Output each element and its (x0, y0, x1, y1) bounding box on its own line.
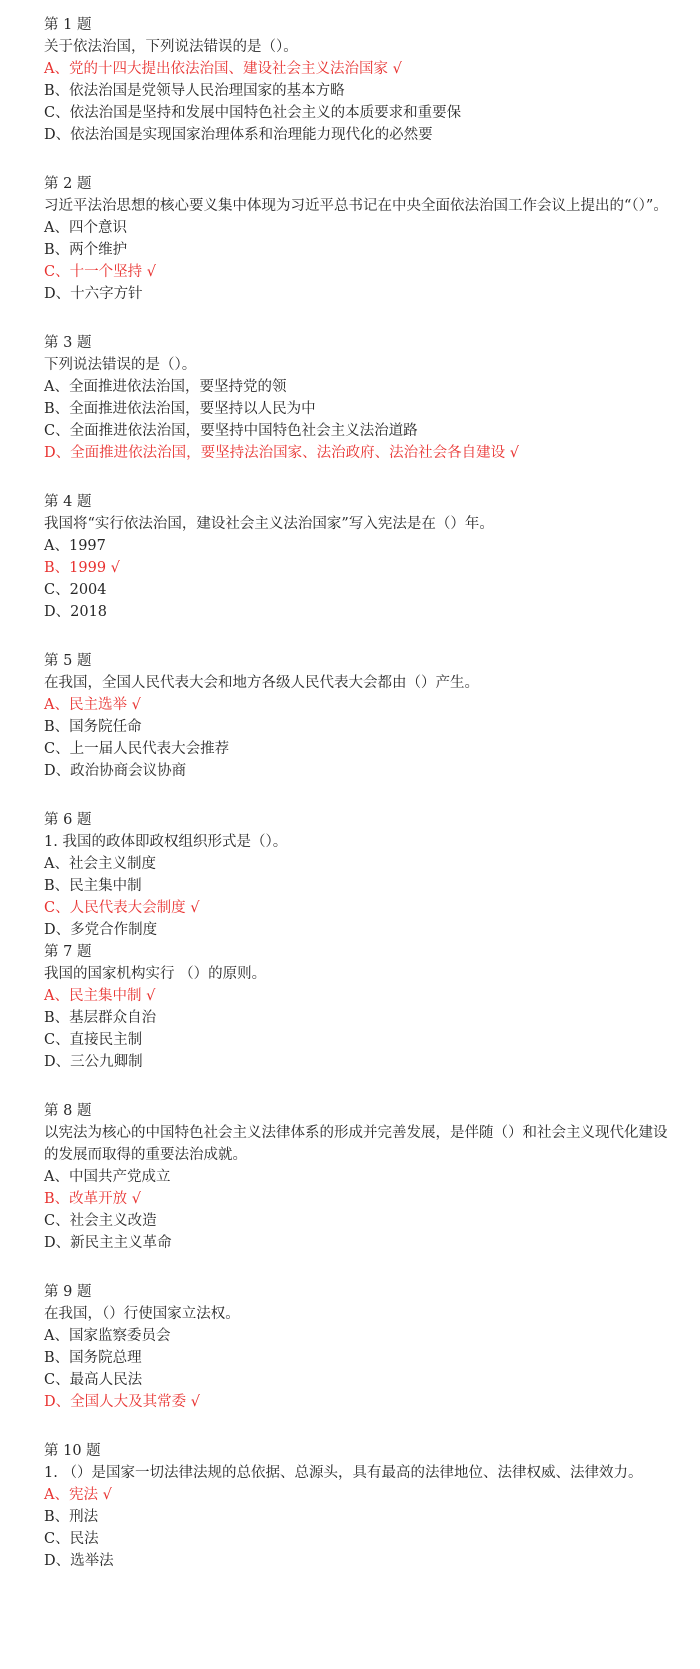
question-block (44, 650, 676, 782)
question-stem: 1. （）是国家一切法律法规的总依据、总源头，具有最高的法律地位、法律权威、法律效力。 (44, 1465, 643, 1481)
option-correct: B、1999 √ (44, 560, 120, 576)
question-block (44, 491, 676, 623)
question-title: 第 9 题 (44, 1284, 92, 1300)
question-stem: 习近平法治思想的核心要义集中体现为习近平总书记在中央全面依法治国工作会议上提出的“（）”。 (44, 198, 668, 214)
question-spacer (44, 146, 676, 173)
option: B、基层群众自治 (44, 1010, 157, 1026)
question-spacer (44, 623, 676, 650)
question-spacer (44, 1254, 676, 1281)
question-stem: 下列说法错误的是（）。 (44, 357, 197, 373)
option-correct: D、全面推进依法治国，要坚持法治国家、法治政府、法治社会各自建设 √ (44, 445, 519, 461)
question-title: 第 8 题 (44, 1103, 92, 1119)
question-stem: 我国的国家机构实行 （）的原则。 (44, 966, 267, 982)
option-correct: A、民主选举 √ (44, 697, 141, 713)
question-block (44, 173, 676, 305)
question-block (44, 332, 676, 464)
option: D、新民主主义革命 (44, 1235, 172, 1251)
option-correct: D、全国人大及其常委 √ (44, 1394, 200, 1410)
option: B、国务院任命 (44, 719, 142, 735)
option-correct: A、宪法 √ (44, 1487, 112, 1503)
question-title: 第 3 题 (44, 335, 92, 351)
option: C、2004 (44, 582, 107, 598)
option-correct: C、人民代表大会制度 √ (44, 900, 200, 916)
option: B、国务院总理 (44, 1350, 142, 1366)
question-block (44, 809, 676, 941)
option: C、最高人民法 (44, 1372, 143, 1388)
question-block (44, 941, 676, 1073)
option: D、政治协商会议协商 (44, 763, 187, 779)
option-correct: A、党的十四大提出依法治国、建设社会主义法治国家 √ (44, 61, 402, 77)
question-block (44, 1100, 676, 1254)
question-spacer (44, 1073, 676, 1100)
option: B、民主集中制 (44, 878, 142, 894)
option: C、上一届人民代表大会推荐 (44, 741, 230, 757)
option: D、2018 (44, 604, 108, 620)
question-title: 第 4 题 (44, 494, 92, 510)
question-stem: 关于依法治国，下列说法错误的是（）。 (44, 39, 298, 55)
question-stem: 我国将“实行依法治国，建设社会主义法治国家”写入宪法是在（）年。 (44, 516, 494, 532)
option: C、全面推进依法治国，要坚持中国特色社会主义法治道路 (44, 423, 418, 439)
option-correct: A、民主集中制 √ (44, 988, 156, 1004)
option: C、社会主义改造 (44, 1213, 157, 1229)
option: D、多党合作制度 (44, 922, 158, 938)
option: A、全面推进依法治国，要坚持党的领 (44, 379, 287, 395)
question-block (44, 14, 676, 146)
question-stem: 1. 我国的政体即政权组织形式是（）。 (44, 834, 288, 850)
option-correct: C、十一个坚持 √ (44, 264, 156, 280)
question-stem: 在我国，全国人民代表大会和地方各级人民代表大会都由（）产生。 (44, 675, 479, 691)
option: A、四个意识 (44, 220, 127, 236)
option: C、依法治国是坚持和发展中国特色社会主义的本质要求和重要保 (44, 105, 462, 121)
question-stem: 在我国，（）行使国家立法权。 (44, 1306, 240, 1322)
option: D、三公九卿制 (44, 1054, 143, 1070)
question-title: 第 6 题 (44, 812, 92, 828)
option: A、1997 (44, 538, 106, 554)
question-spacer (44, 782, 676, 809)
question-spacer (44, 1413, 676, 1440)
question-spacer (44, 464, 676, 491)
option: A、国家监察委员会 (44, 1328, 171, 1344)
option: D、选举法 (44, 1553, 114, 1569)
option: C、民法 (44, 1531, 99, 1547)
option: B、两个维护 (44, 242, 128, 258)
question-title: 第 5 题 (44, 653, 92, 669)
option: A、中国共产党成立 (44, 1169, 171, 1185)
option: D、十六字方针 (44, 286, 143, 302)
question-title: 第 1 题 (44, 17, 92, 33)
option: B、依法治国是党领导人民治理国家的基本方略 (44, 83, 345, 99)
question-block (44, 1281, 676, 1413)
option: B、刑法 (44, 1509, 99, 1525)
option: A、社会主义制度 (44, 856, 156, 872)
question-title: 第 10 题 (44, 1443, 101, 1459)
question-title: 第 7 题 (44, 944, 92, 960)
question-stem: 以宪法为核心的中国特色社会主义法律体系的形成并完善发展，是伴随（）和社会主义现代化建设的发展而取得的重要法治成就。 (44, 1125, 668, 1163)
option: D、依法治国是实现国家治理体系和治理能力现代化的必然要 (44, 127, 433, 143)
question-title: 第 2 题 (44, 176, 92, 192)
option: B、全面推进依法治国，要坚持以人民为中 (44, 401, 316, 417)
question-spacer (44, 305, 676, 332)
question-block (44, 1440, 676, 1572)
option-correct: B、改革开放 √ (44, 1191, 142, 1207)
option: C、直接民主制 (44, 1032, 143, 1048)
